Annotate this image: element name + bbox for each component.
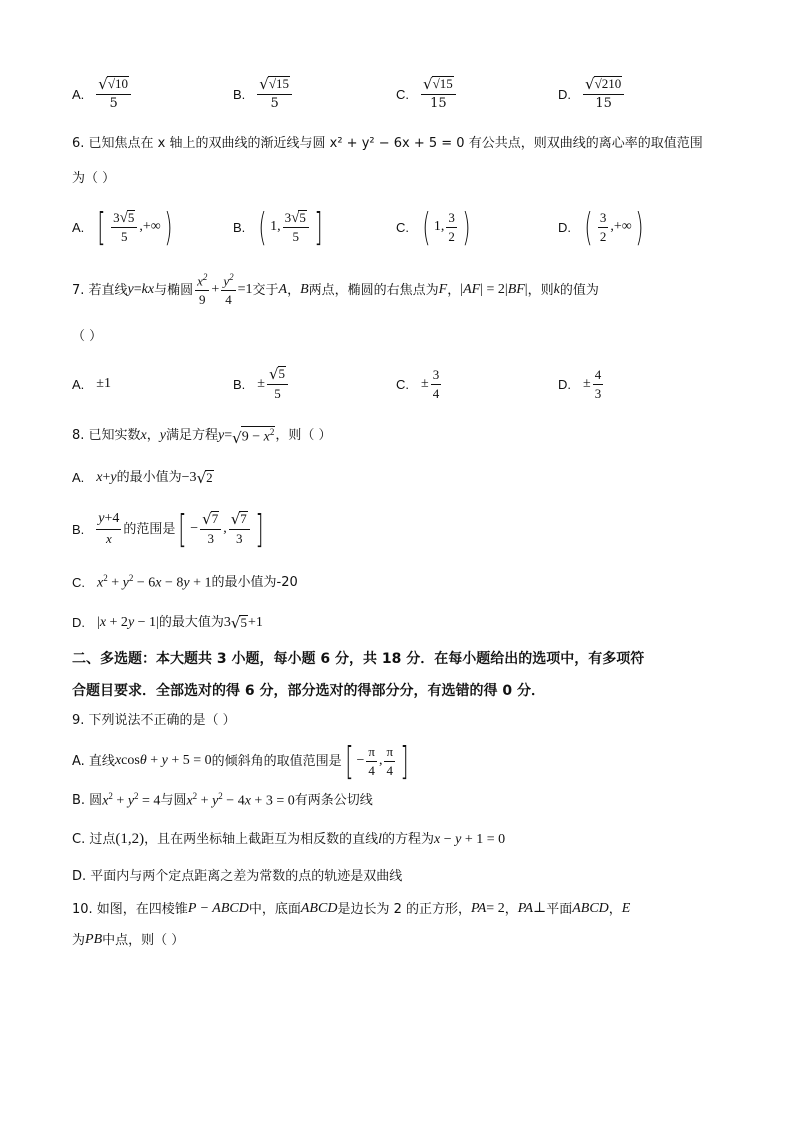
fraction: √ √210 15 (583, 76, 624, 112)
denominator: 5 (109, 96, 118, 112)
q7-option-d: D. ± $\frac{4}{3}$ (558, 366, 602, 401)
option-label: C. (396, 86, 409, 102)
fraction: √ √10 5 (96, 76, 131, 112)
q7-stem-line2: （ ） (72, 329, 103, 344)
section-heading-line1: 二、多选题：本大题共 3 小题，每小题 6 分，共 18 分．在每小题给出的选项中，有多项符 (72, 651, 645, 667)
q7-option-c: C. ± $\frac{3}{4}$ (396, 366, 440, 401)
q9-stem: 9. 下列说法不正确的是（ ） (72, 713, 236, 728)
denominator: 15 (430, 96, 447, 112)
radicand: √210 (594, 75, 622, 91)
option-label: A. (72, 86, 85, 102)
q9-option-a: A. 直线 xcosθ + y + 5 = 0 的倾斜角的取值范围是 [ − $\frac{\pi}{4}$ , $\frac{\pi}{4}$ ] (72, 739, 409, 783)
q6-stem-line2: 为（ ） (72, 171, 116, 186)
option-label: A. (72, 376, 85, 392)
q9-option-b: B. 圆 $x^2 + y^2 = 4$ 与圆 $x^2 + y^2 - 4x + 3 = 0$ 有两条公切线 (72, 791, 373, 809)
q6-option-c: C. ( 1, $\frac{3}{2}$ ) (396, 205, 471, 249)
q5-option-b (233, 74, 294, 114)
option-label: D. (558, 86, 571, 102)
section-heading-line2: 合题目要求．全部选对的得 6 分，部分选对的得部分分，有选错的得 0 分． (72, 683, 545, 699)
q10-stem-line1: 10. 如图，在四棱锥 P − ABCD 中，底面 ABCD 是边长为 2 的正方形， PA = 2 ， PA ⊥ 平面 ABCD ， E (72, 901, 631, 917)
option-label: B. (233, 376, 246, 392)
q8-option-d: D. |x + 2y − 1| 的最大值为 3 √ 5 +1 (72, 613, 263, 632)
q6-stem-line1: 6. 已知焦点在 x 轴上的双曲线的渐近线与圆 x² + y² − 6x + 5 = 0 有公共点，则双曲线的离心率的取值范围 (72, 136, 703, 151)
q5-option-c (396, 74, 458, 114)
q8-stem: 8. 已知实数 x ， y 满足方程 y = √ $9 - x^2$ ，则（ ） (72, 427, 332, 447)
q5-option-d (558, 74, 626, 114)
option-label: C. (396, 219, 409, 235)
q6-option-b: B. ( 1, 3 √ 5 5 ] (233, 205, 323, 249)
option-label: D. (558, 219, 571, 235)
q6-option-d: D. ( $\frac{3}{2}$ ,+∞ ) (558, 205, 644, 249)
q7-option-b: B. ± √ 5 5 (233, 364, 290, 404)
option-label: B. (233, 219, 246, 235)
q7-stem-line1: 7. 若直线 y = kx 与椭圆 $\frac{x^2}{9}$ + $\frac{y^2}{4}$ =1 交于 A ， B 两点，椭圆的右焦点为 F ， | AF | = 2| BF | ，则 k 的值为 (72, 272, 599, 308)
fraction: √ √15 15 (421, 76, 456, 112)
option-label: C. (396, 376, 409, 392)
option-label: A. (72, 219, 85, 235)
q5-option-a (72, 74, 133, 114)
radicand: √10 (107, 75, 128, 91)
q8-option-b: B. $\frac{y+4}{x}$ 的范围是 [ − √ 7 3 , √ 7 3 ] (72, 507, 264, 551)
q9-option-c: C. 过点 (1,2) ，且在两坐标轴上截距互为相反数的直线 l 的方程为 x − y + 1 = 0 (72, 831, 506, 847)
q10-stem-line2: 为 PB 中点，则（ ） (72, 932, 185, 948)
q8-option-c: C. $x^2 + y^2 - 6x - 8y + 1$ 的最小值为-20 (72, 573, 298, 591)
fraction: √ √15 5 (257, 76, 292, 112)
option-label: D. (558, 376, 571, 392)
radicand: √15 (268, 75, 289, 91)
option-label: B. (233, 86, 246, 102)
q9-option-d: D. 平面内与两个定点距离之差为常数的点的轨迹是双曲线 (72, 869, 403, 884)
radicand: √15 (432, 75, 453, 91)
denominator: 15 (595, 96, 612, 112)
denominator: 5 (270, 96, 279, 112)
q7-option-a (72, 364, 111, 404)
option-value: ±1 (96, 376, 111, 391)
q6-option-a: A. [ 3 √ 5 5 ,+∞ ) (72, 205, 173, 249)
q8-option-a: A. x + y 的最小值为 −3 √ 2 (72, 468, 213, 487)
